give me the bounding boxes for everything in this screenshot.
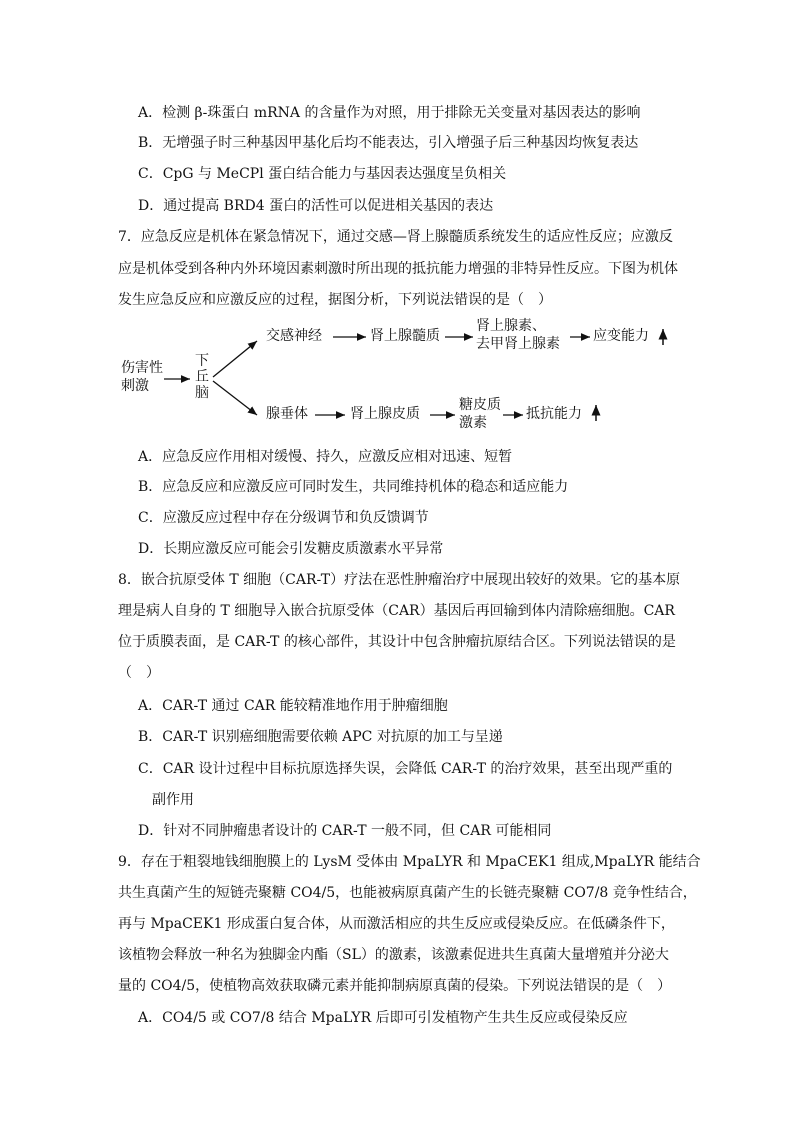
q8-option-d: D．针对不同肿瘤患者设计的 CAR-T 一般不同，但 CAR 可能相同	[138, 823, 552, 839]
q7-stem-line-3: 发生应急反应和应激反应的过程，据图分析，下列说法错误的是（ ）	[118, 292, 552, 308]
q6-option-a: A．检测 β-珠蛋白 mRNA 的含量作为对照，用于排除无关变量对基因表达的影响	[138, 105, 641, 121]
q9-option-a: A．CO4/5 或 CO7/8 结合 MpaLYR 后即可引发植物产生共生反应或侵染反应	[138, 1010, 628, 1026]
stimulus-label-2: 刺激	[121, 378, 149, 394]
glucocorticoid-label-2: 激素	[459, 415, 487, 431]
adaptability-label: 应变能力	[593, 328, 649, 344]
hypothalamus-label-2: 丘	[195, 369, 209, 385]
arrow-hypothalamus-to-sympathetic	[213, 341, 257, 377]
q7-stem-line-1: 7．应急反应是机体在紧急情况下，通过交感—肾上腺髓质系统发生的适应性反应；应激反	[118, 229, 673, 245]
q7-option-a: A．应急反应作用相对缓慢、持久，应激反应相对迅速、短暂	[138, 449, 513, 465]
adrenal-cortex-label: 肾上腺皮质	[350, 406, 420, 422]
q8-stem-line-4: （ ）	[118, 665, 160, 681]
q8-stem-line-3: 位于质膜表面，是 CAR-T 的核心部件，其设计中包含肿瘤抗原结合区。下列说法错误的是	[118, 634, 676, 650]
adrenal-medulla-label: 肾上腺髓质	[370, 328, 440, 344]
hypothalamus-label-1: 下	[195, 353, 209, 369]
hypothalamus-label-3: 脑	[195, 385, 209, 401]
adenohypophysis-label: 腺垂体	[266, 406, 308, 422]
arrow-hypothalamus-to-pituitary	[213, 381, 257, 415]
q8-stem-line-2: 理是病人自身的 T 细胞导入嵌合抗原受体（CAR）基因后再回输到体内清除癌细胞。CAR	[118, 603, 675, 619]
q8-option-c-line-2: 副作用	[152, 792, 194, 808]
glucocorticoid-label-1: 糖皮质	[459, 397, 501, 413]
q6-option-d: D．通过提高 BRD4 蛋白的活性可以促进相关基因的表达	[138, 198, 494, 214]
q7-option-c: C．应激反应过程中存在分级调节和负反馈调节	[138, 510, 429, 526]
q9-stem-line-4: 该植物会释放一种名为独脚金内酯（SL）的激素，该激素促进共生真菌大量增殖并分泌大	[118, 947, 669, 963]
q9-stem-line-3: 再与 MpaCEK1 形成蛋白复合体，从而激活相应的共生反应或侵染反应。在低磷条件下，	[118, 916, 675, 932]
q9-stem-line-1: 9．存在于粗裂地钱细胞膜上的 LysM 受体由 MpaLYR 和 MpaCEK1 组成,MpaLYR 能结合	[118, 854, 701, 870]
stimulus-label-1: 伤害性	[121, 360, 163, 376]
resistance-label: 抵抗能力	[526, 406, 582, 422]
q9-stem-line-2: 共生真菌产生的短链壳聚糖 CO4/5，也能被病原真菌产生的长链壳聚糖 CO7/8 竞争性结合，	[118, 885, 697, 901]
stress-response-flow-diagram	[0, 315, 794, 440]
epinephrine-label: 肾上腺素、	[476, 318, 546, 334]
q9-stem-line-5: 量的 CO4/5，使植物高效获取磷元素并能抑制病原真菌的侵染。下列说法错误的是（ ）	[118, 978, 672, 994]
q7-option-d: D．长期应激反应可能会引发糖皮质激素水平异常	[138, 541, 444, 557]
sympathetic-nerve-label: 交感神经	[266, 328, 322, 344]
q8-option-c-line-1: C．CAR 设计过程中目标抗原选择失误，会降低 CAR-T 的治疗效果，甚至出现严重的	[138, 761, 673, 777]
q6-option-b: B．无增强子时三种基因甲基化后均不能表达，引入增强子后三种基因均恢复表达	[138, 135, 639, 151]
q8-option-a: A．CAR-T 通过 CAR 能较精准地作用于肿瘤细胞	[138, 698, 448, 714]
norepinephrine-label: 去甲肾上腺素	[476, 336, 560, 352]
q8-option-b: B．CAR-T 识别癌细胞需要依赖 APC 对抗原的加工与呈递	[138, 729, 503, 745]
q6-option-c: C．CpG 与 MeCPl 蛋白结合能力与基因表达强度呈负相关	[138, 166, 507, 182]
q7-stem-line-2: 应是机体受到各种内外环境因素刺激时所出现的抵抗能力增强的非特异性反应。下图为机体	[118, 261, 678, 277]
q7-option-b: B．应急反应和应激反应可同时发生，共同维持机体的稳态和适应能力	[138, 479, 569, 495]
q8-stem-line-1: 8．嵌合抗原受体 T 细胞（CAR-T）疗法在恶性肿瘤治疗中展现出较好的效果。它的基本原	[118, 572, 681, 588]
